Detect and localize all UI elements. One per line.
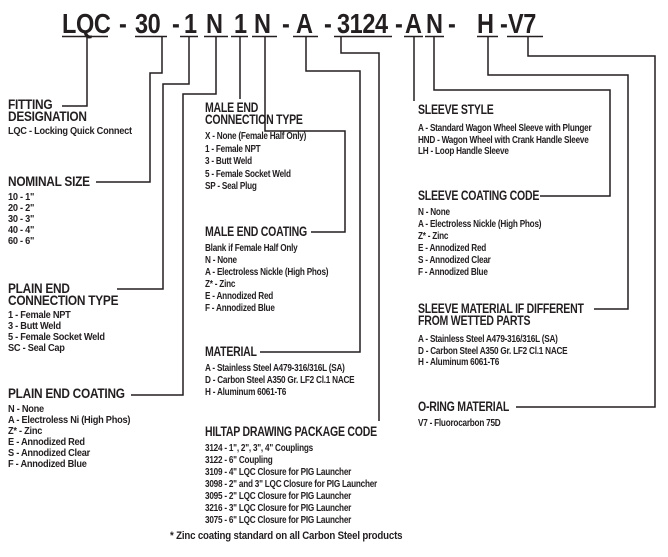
code-item: A - Electroless Ni (High Phos) [8,413,131,426]
code-item: Blank if Female Half Only [205,242,298,254]
section-heading: HILTAP DRAWING PACKAGE CODE [205,424,377,439]
code-item: F - Annodized Blue [8,457,87,470]
code-segment-fitting: LQC [62,8,111,39]
code-dash: - [282,8,290,39]
code-item: 10 - 1" [8,190,35,203]
code-dash: - [324,8,332,39]
code-item: 3124 - 1", 2", 3", 4" Couplings [205,442,313,454]
code-item: 3098 - 2" and 3" LQC Closure for PIG Launcher [205,478,378,490]
section-items [8,192,90,247]
section-material [205,346,354,398]
code-item: HND - Wagon Wheel with Crank Handle Sleeve [418,133,589,146]
code-item: H - Aluminum 6061-T6 [205,386,287,398]
code-item: X - None (Female Half Only) [205,130,307,142]
code-segment-male-end-conn: 1 [234,8,247,39]
section-male-end-connection-type [205,102,306,193]
code-dash: - [395,8,403,39]
code-segment-male-end-coating: N [254,8,271,39]
zinc-coating-footnote: * Zinc coating standard on all Carbon Steel products [170,530,403,542]
section-items [418,417,509,429]
section-plain-end-coating [8,388,130,470]
code-item: 1 - Female NPT [8,309,71,321]
code-item: E - Annodized Red [8,435,85,448]
code-item: E - Annodized Red [418,242,487,254]
section-items [8,126,132,137]
code-item: A - Standard Wagon Wheel Sleeve with Plunger [418,122,592,134]
section-hiltap-drawing-package-code [205,426,377,526]
section-items [8,404,130,470]
code-segment-sleeve-style: A [405,8,422,39]
code-item: A - Electroless Nickle (High Phos) [418,218,542,230]
code-item: 30 - 3" [8,212,35,225]
section-male-end-coating [205,226,328,314]
connector-plain-end-connection [117,37,189,289]
code-segment-nominal-size: 30 [135,8,161,39]
code-item: S - Annodized Clear [8,446,90,459]
section-items [205,362,354,398]
code-item: SP - Seal Plug [205,180,257,192]
section-heading: MATERIAL [205,344,257,359]
code-item: H - Aluminum 6061-T6 [418,356,500,368]
section-items [205,242,328,314]
section-fitting-designation [8,99,132,137]
code-item: LQC - Locking Quick Connect [8,125,132,137]
section-sleeve-material [418,303,584,369]
code-item: 3075 - 6" LQC Closure for PIG Launcher [205,514,352,526]
section-items [8,310,118,354]
section-heading: PLAIN END CONNECTION TYPE [8,281,119,308]
section-heading: SLEEVE STYLE [418,102,494,117]
code-item: 5 - Female Socket Weld [205,167,291,180]
section-heading: FITTING DESIGNATION [8,97,87,124]
code-item: A - Electroless Nickle (High Phos) [205,266,329,278]
section-heading: NOMINAL SIZE [8,174,90,189]
code-dash: - [500,8,508,39]
section-sleeve-style [418,104,591,158]
code-segment-drawing-package: 3124 [337,8,388,39]
code-item: SC - Seal Cap [8,342,65,354]
code-item: A - Stainless Steel A479-316/316L (SA) [205,362,345,374]
section-heading: MALE END COATING [205,224,307,239]
code-item: 20 - 2" [8,201,35,214]
code-item: 3216 - 3" LQC Closure for PIG Launcher [205,502,352,514]
code-item: S - Annodized Clear [418,254,491,266]
section-heading: SLEEVE MATERIAL IF DIFFERENT FROM WETTED PARTS [418,301,584,328]
connector-fitting-designation [62,37,87,106]
section-items [205,130,306,193]
section-heading: SLEEVE COATING CODE [418,188,540,203]
code-item: 40 - 4" [8,223,35,236]
code-item: Z* - Zinc [205,278,236,290]
section-items [205,442,377,526]
code-item: 3109 - 4" LQC Closure for PIG Launcher [205,466,352,478]
section-heading: MALE END CONNECTION TYPE [205,100,303,127]
connector-plain-end-coating [131,37,216,395]
code-segment-sleeve-coating: N [426,8,443,39]
code-item: LH - Loop Handle Sleeve [418,145,509,157]
code-item: A - Stainless Steel A479-316/316L (SA) [418,333,558,345]
code-item: F - Annodized Blue [418,266,488,278]
code-dash: - [448,8,456,39]
code-segment-oring: V7 [508,8,536,39]
code-dash: - [119,8,127,39]
code-item: D - Carbon Steel A350 Gr. LF2 Cl.1 NACE [418,344,568,357]
code-item: 3 - Butt Weld [205,155,252,167]
code-item: 3 - Butt Weld [8,320,61,332]
code-segment-plain-end-conn: 1 [184,8,197,39]
section-items [418,206,541,278]
code-item: 60 - 6" [8,234,35,247]
code-item: 3122 - 6" Coupling [205,454,273,466]
code-item: Z* - Zinc [418,230,449,242]
code-item: N - None [205,254,237,266]
code-item: N - None [8,402,44,415]
code-segment-plain-end-coating: N [206,8,223,39]
section-oring-material [418,401,509,429]
section-plain-end-connection-type [8,283,118,354]
code-item: Z* - Zinc [8,424,43,437]
code-item: N - None [418,206,450,218]
section-items [418,334,584,369]
code-segment-material: A [296,8,313,39]
section-nominal-size [8,176,90,247]
section-items [418,123,591,158]
code-item: 3095 - 2" LQC Closure for PIG Launcher [205,490,352,502]
code-item: 1 - Female NPT [205,142,261,155]
code-dash: - [172,8,180,39]
section-heading: O-RING MATERIAL [418,399,510,414]
code-segment-sleeve-material: H [477,8,494,39]
code-item: E - Annodized Red [205,290,274,302]
section-heading: PLAIN END COATING [8,386,125,401]
code-item: V7 - Fluorocarbon 75D [418,417,501,429]
code-item: 5 - Female Socket Weld [8,331,105,343]
code-item: D - Carbon Steel A350 Gr. LF2 Cl.1 NACE [205,374,355,386]
section-sleeve-coating-code [418,190,541,278]
code-item: F - Annodized Blue [205,302,275,314]
